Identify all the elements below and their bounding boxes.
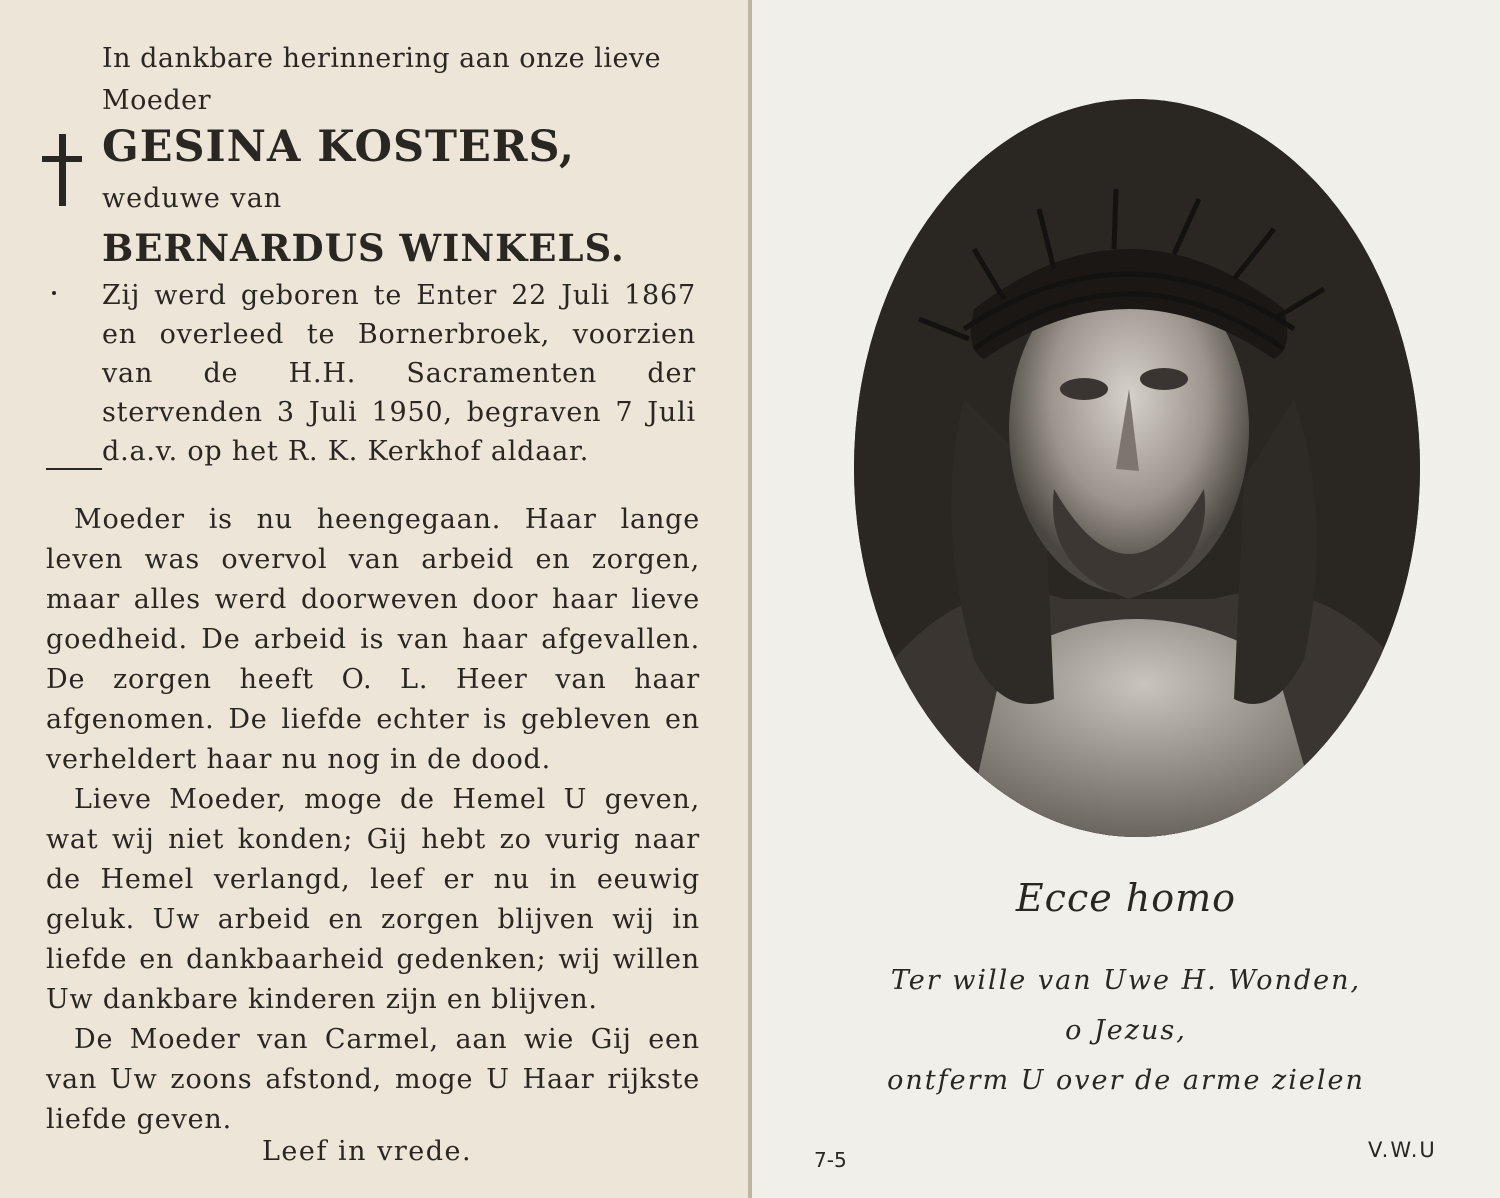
card-image-side xyxy=(752,0,1500,1198)
closing-line: Leef in vrede. xyxy=(262,1136,473,1167)
memorial-text xyxy=(46,500,700,1140)
intro-text: In dankbare herinnering aan onze lieve Moeder xyxy=(102,43,662,116)
cross-icon xyxy=(42,134,82,206)
portrait-illustration xyxy=(854,99,1420,837)
paragraph: De Moeder van Carmel, aan wie Gij een van Uw zoons afstond, moge U Haar rijkste liefde geven. xyxy=(46,1024,700,1135)
card-text-side xyxy=(0,0,748,1198)
paragraph: Lieve Moeder, moge de Hemel U geven, wat wij niet konden; Gij hebt zo vurig naar de Hemel verlangd, leef er nu in eeuwig geluk. Uw arbeid en zorgen blijven wij in liefde en dankbaarheid gedenken; wij willen Uw dankbare kinderen zijn en blijven. xyxy=(46,784,700,1015)
bullet-dot xyxy=(52,291,56,295)
life-facts: Zij werd geboren te Enter 22 Juli 1867 en overleed te Bornerbroek, voorzien van de H.H. Sacramenten der stervenden 3 Juli 1950, begraven 7 Juli d.a.v. op het R. K. Kerkhof aldaar. xyxy=(102,280,696,467)
prayer-text xyxy=(752,956,1500,1106)
christ-portrait-image xyxy=(854,99,1420,837)
divider-rule xyxy=(46,468,102,470)
deceased-name: GESINA KOSTERS, xyxy=(102,122,576,172)
image-title: Ecce homo xyxy=(1015,876,1237,920)
paragraph: Moeder is nu heengegaan. Haar lange leven was overvol van arbeid en zorgen, maar alles werd doorweven door haar lieve goedheid. De arbeid is van haar afgevallen. De zorgen heeft O. L. Heer van haar afgenomen. De liefde echter is gebleven en verheldert haar nu nog in de dood. xyxy=(46,504,700,775)
prayer-line: ontferm U over de arme zielen xyxy=(887,1065,1365,1096)
publisher-mark: V.W.U xyxy=(1368,1138,1437,1162)
husband-name: BERNARDUS WINKELS. xyxy=(102,226,625,270)
widow-of-label: weduwe van xyxy=(102,183,283,214)
prayer-line: Ter wille van Uwe H. Wonden, xyxy=(890,965,1362,996)
prayer-line: o Jezus, xyxy=(1065,1015,1187,1046)
print-code: 7-5 xyxy=(814,1148,847,1172)
